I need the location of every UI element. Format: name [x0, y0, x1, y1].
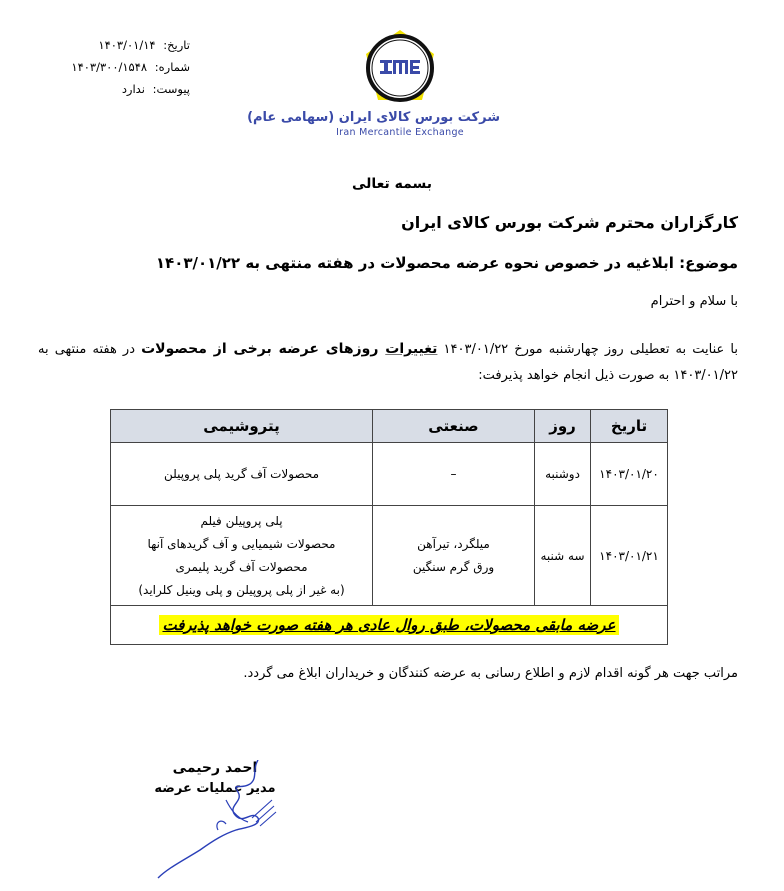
signatory-title: مدیر عملیات عرضه [154, 781, 276, 796]
header-day: روز [535, 410, 591, 443]
cell-petrochemical: محصولات آف گرید پلی پروپیلن [111, 443, 373, 506]
handwritten-signature-icon [140, 760, 310, 880]
date-label: تاریخ: [163, 38, 190, 52]
industrial-item: میلگرد، تیرآهن [417, 536, 490, 551]
cell-day: دوشنبه [535, 443, 591, 506]
attachment-row [40, 78, 190, 100]
footer-note-cell [111, 606, 668, 645]
header-industrial: صنعتی [373, 410, 535, 443]
date-row [40, 34, 190, 56]
date-value: ۱۴۰۳/۰۱/۱۴ [98, 38, 156, 52]
cell-industrial: – [373, 443, 535, 506]
logo-name-en: Iran Mercantile Exchange [336, 127, 464, 138]
table-row [111, 506, 668, 606]
petrochemical-item: محصولات آف گرید پلیمری [175, 559, 308, 574]
cell-date: ۱۴۰۳/۰۱/۲۱ [591, 506, 668, 606]
table-row [111, 443, 668, 506]
cell-date: ۱۴۰۳/۰۱/۲۰ [591, 443, 668, 506]
cell-day: سه شنبه [535, 506, 591, 606]
para-text-1: با عنایت به تعطیلی روز چهارشنبه مورخ ۱۴۰۳/۰۱/۲۲ [437, 342, 738, 357]
cell-industrial [373, 506, 535, 606]
table-header-row [111, 410, 668, 443]
footer-note-highlight: عرضه مابقی محصولات، طبق روال عادی هر هفته صورت خواهد پذیرفت [159, 615, 618, 635]
subject-line: موضوع: ابلاغیه در خصوص نحوه عرضه محصولات در هفته منتهی به ۱۴۰۳/۰۱/۲۲ [155, 254, 738, 272]
petrochemical-item: محصولات شیمیایی و آف گریدهای آنها [147, 536, 336, 551]
number-row [40, 56, 190, 78]
header-date: تاریخ [591, 410, 668, 443]
attachment-label: پیوست: [152, 82, 190, 96]
company-logo [247, 28, 500, 148]
logo-name-fa: شرکت بورس کالای ایران (سهامی عام) [247, 110, 500, 125]
closing-sentence: مراتب جهت هر گونه اقدام لازم و اطلاع رسانی به عرضه کنندگان و خریداران ابلاغ می گردد. [243, 666, 738, 681]
para-bold-text: روزهای عرضه برخی از محصولات [141, 341, 386, 357]
number-value: ۱۴۰۳/۳۰۰/۱۵۴۸ [71, 60, 148, 74]
signatory-name: احمد رحیمی [172, 760, 258, 776]
cell-petrochemical [111, 506, 373, 606]
para-text-2: در هفته منتهی به ۱۴۰۳/۰۱/۲۲ به صورت ذیل انجام خواهد پذیرفت: [38, 342, 738, 383]
petrochemical-item: پلی پروپیلن فیلم [200, 513, 283, 528]
industrial-item: ورق گرم سنگین [412, 559, 495, 574]
letter-meta [40, 34, 190, 100]
number-label: شماره: [154, 60, 190, 74]
petrochemical-item: (به غیر از پلی پروپیلن و پلی وینیل کلراید) [138, 582, 345, 597]
ime-emblem-icon [360, 28, 440, 108]
body-paragraph [38, 336, 738, 389]
para-underlined-changes: تغییرات [385, 341, 438, 357]
header-petrochemical: پتروشیمی [111, 410, 373, 443]
invocation-heading: بسمه تعالی [351, 176, 433, 192]
addressee: کارگزاران محترم شرکت بورس کالای ایران [401, 213, 738, 232]
greeting: با سلام و احترام [650, 294, 738, 309]
signature-block [140, 760, 310, 880]
attachment-value: ندارد [121, 82, 145, 96]
schedule-table [110, 409, 668, 645]
table-footer-row [111, 606, 668, 645]
